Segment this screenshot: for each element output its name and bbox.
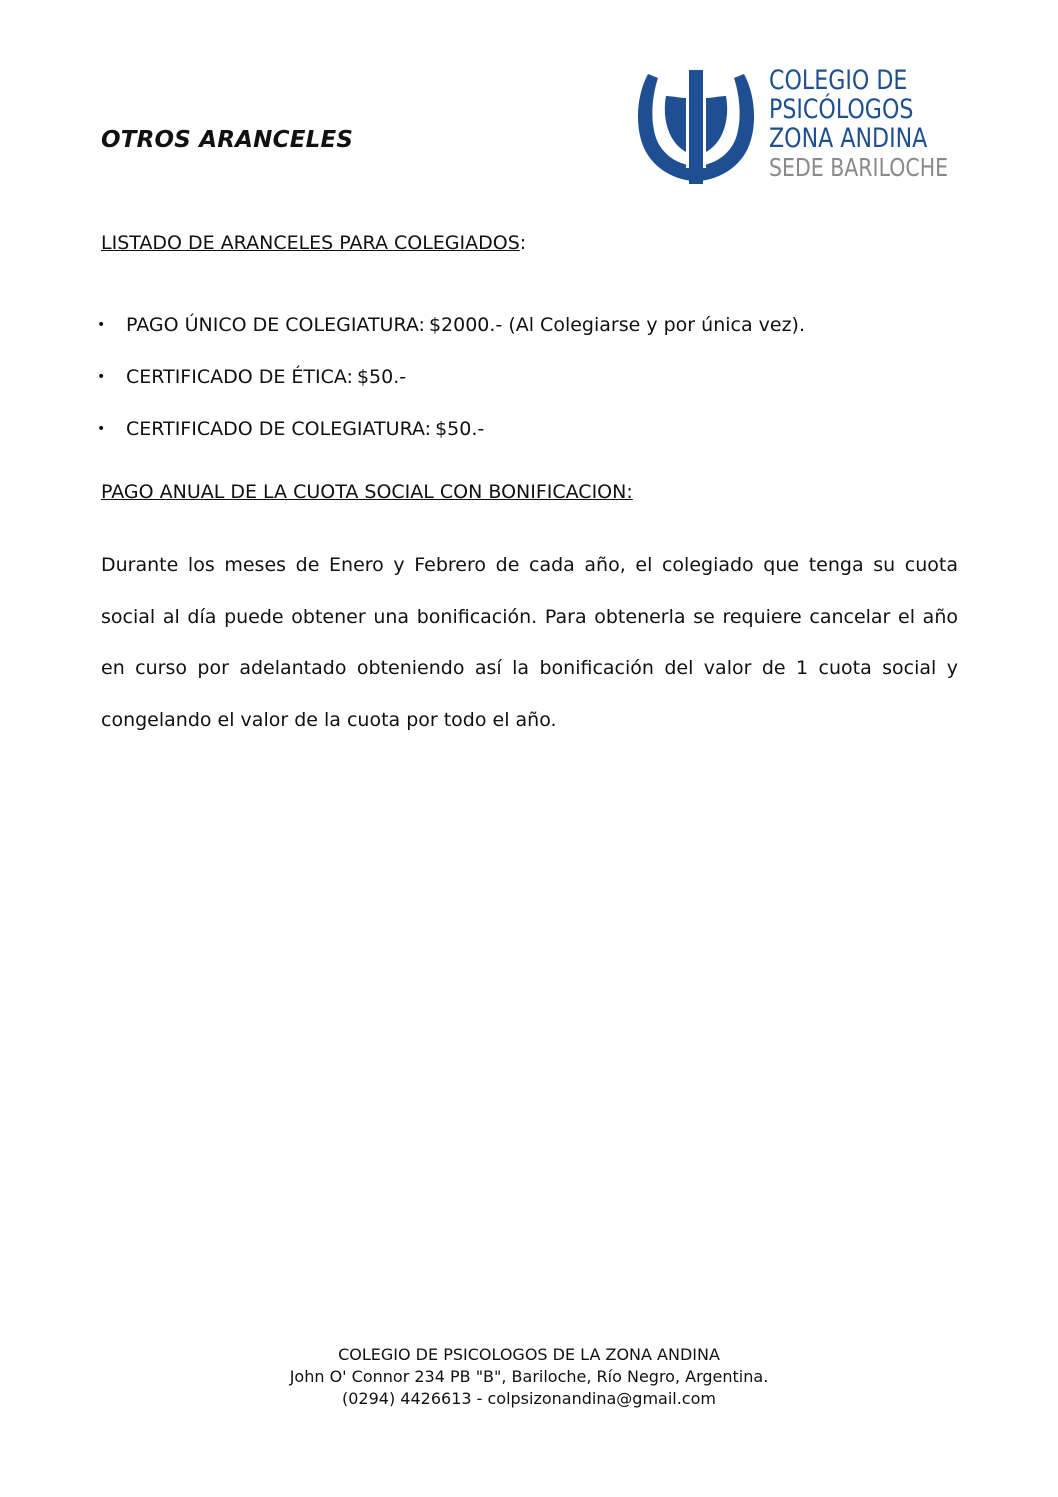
fee-value: $50.- [435,418,485,440]
bullet-icon: • [97,317,106,333]
fee-name: PAGO ÚNICO DE COLEGIATURA: [126,314,425,336]
page-title: OTROS ARANCELES [101,127,354,153]
page-footer [0,1344,1058,1410]
logo-line-2: PSICÓLOGOS [769,94,914,125]
list-item [97,414,805,466]
annual-heading [101,481,633,503]
logo-line-4: SEDE BARILOCHE [769,153,949,182]
fee-value: $50.- [356,366,407,388]
footer-address: John O' Connor 234 PB "B", Bariloche, Río Negro, Argentina. [289,1367,769,1386]
footer-org: COLEGIO DE PSICOLOGOS DE LA ZONA ANDINA [338,1345,720,1364]
bullet-icon: • [97,369,106,385]
fee-value: $2000.- (Al Colegiarse y por única vez). [428,314,806,336]
psi-logo-icon [636,68,756,186]
fee-list [97,310,806,466]
fees-heading-suffix: : [519,232,527,254]
list-item [97,362,805,414]
logo-wordmark [769,66,948,182]
footer-contact: (0294) 4426613 - colpsizonandina@gmail.com [342,1389,716,1408]
fees-heading-text: LISTADO DE ARANCELES PARA COLEGIADOS [101,232,520,254]
annual-body-paragraph: Durante los meses de Enero y Febrero de cada año, el colegiado que tenga su cuota social al día puede obtener una bonificación. Para obtenerla se requiere cancelar el año en curso por adelantado obteniendo así la bonificación del valor de 1 cuota social y congelando el valor de la cuota por todo el año. [101,554,958,731]
bullet-icon: • [97,421,106,437]
organization-logo [636,65,949,190]
fee-name: CERTIFICADO DE ÉTICA: [126,366,353,388]
list-item [97,310,806,362]
logo-line-3: ZONA ANDINA [769,123,928,154]
annual-heading-text: PAGO ANUAL DE LA CUOTA SOCIAL CON BONIFICACION: [101,481,633,503]
fees-heading [101,232,526,254]
fee-name: CERTIFICADO DE COLEGIATURA: [126,418,432,440]
logo-line-1: COLEGIO DE [769,65,908,96]
